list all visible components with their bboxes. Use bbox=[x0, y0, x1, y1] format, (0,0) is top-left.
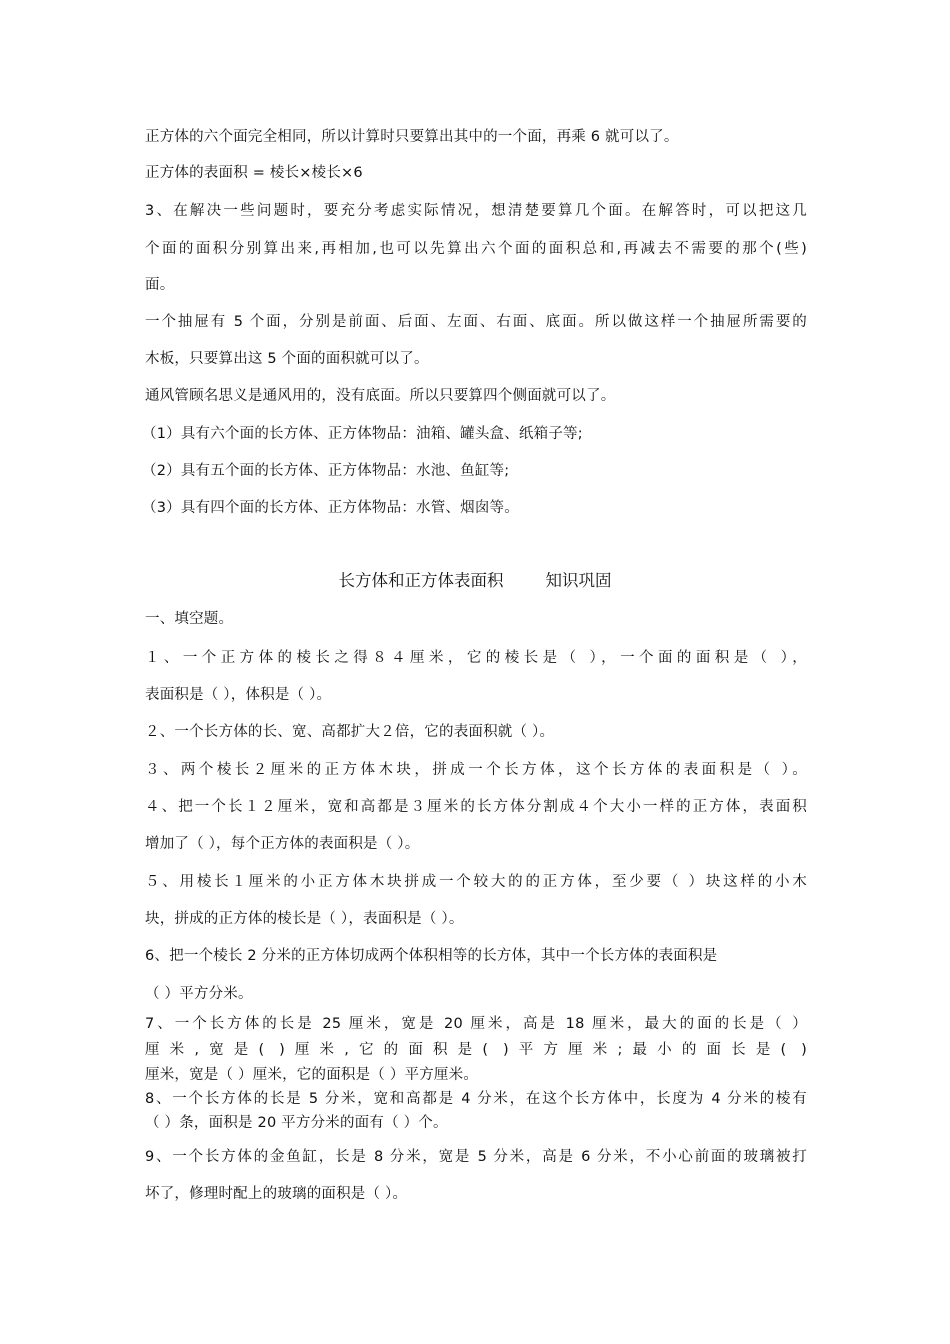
question-7-line-2: 厘米,宽是( )厘米,它的面积是( )平方厘米;最小的面长是( ) bbox=[145, 1042, 807, 1058]
question-6-line-2: （ ）平方分米。 bbox=[145, 986, 253, 1002]
drawer-note-line-2: 木板，只要算出这 5 个面的面积就可以了。 bbox=[145, 351, 429, 367]
section-heading-fill-blanks: 一、填空题。 bbox=[145, 611, 234, 627]
cube-surface-area-formula: 正方体的表面积 = 棱长×棱长×6 bbox=[145, 165, 363, 181]
list-item-six-faces: （1）具有六个面的长方体、正方体物品：油箱、罐头盒、纸箱子等; bbox=[142, 426, 583, 442]
list-item-four-faces: （3）具有四个面的长方体、正方体物品：水管、烟囱等。 bbox=[142, 500, 519, 516]
question-7-line-1: 7、一个长方体的长是 25 厘米，宽是 20 厘米，高是 18 厘米，最大的面的长是（ ） bbox=[145, 1016, 807, 1032]
question-9-line-1: 9、一个长方体的金鱼缸，长是 8 分米，宽是 5 分米，高是 6 分米，不小心前面的玻璃被打 bbox=[145, 1149, 807, 1165]
question-9-line-2: 坏了，修理时配上的玻璃的面积是（ ）。 bbox=[145, 1186, 408, 1202]
drawer-note-line-1: 一个抽屉有 5 个面，分别是前面、后面、左面、右面、底面。所以做这样一个抽屉所需要的 bbox=[145, 314, 807, 330]
question-6-line-1: 6、把一个棱长 2 分米的正方体切成两个体积相等的长方体，其中一个长方体的表面积是 bbox=[145, 948, 718, 964]
question-4-line-1: ４、把一个长１２厘米，宽和高都是３厘米的长方体分割成４个大小一样的正方体，表面积 bbox=[145, 799, 807, 815]
point-3-line-2: 个面的面积分别算出来,再相加,也可以先算出六个面的面积总和,再减去不需要的那个(些) bbox=[145, 241, 807, 257]
question-7-line-3: 厘米，宽是（ ）厘米，它的面积是（ ）平方厘米。 bbox=[145, 1067, 479, 1083]
question-8-line-2: （ ）条，面积是 20 平方分米的面有（ ）个。 bbox=[145, 1115, 448, 1131]
question-1-line-2: 表面积是（ ），体积是（ ）。 bbox=[145, 687, 332, 703]
question-1-line-1: １、一个正方体的棱长之得８４厘米，它的棱长是（ ），一个面的面积是（ ）， bbox=[145, 650, 807, 666]
point-3-line-1: 3、在解决一些问题时，要充分考虑实际情况，想清楚要算几个面。在解答时，可以把这几 bbox=[145, 203, 807, 219]
cube-faces-note: 正方体的六个面完全相同，所以计算时只要算出其中的一个面，再乘 6 就可以了。 bbox=[145, 129, 679, 145]
list-item-five-faces: （2）具有五个面的长方体、正方体物品：水池、鱼缸等; bbox=[142, 463, 510, 479]
exercise-title: 长方体和正方体表面积 知识巩固 bbox=[338, 571, 612, 590]
question-8-line-1: 8、一个长方体的长是 5 分米，宽和高都是 4 分米，在这个长方体中，长度为 4 分米的棱有 bbox=[145, 1091, 807, 1107]
question-5-line-1: ５、用棱长１厘米的小正方体木块拼成一个较大的的正方体，至少要（ ）块这样的小木 bbox=[145, 874, 807, 890]
vent-pipe-note: 通风管顾名思义是通风用的，没有底面。所以只要算四个侧面就可以了。 bbox=[145, 388, 616, 404]
question-3: ３、两个棱长２厘米的正方体木块，拼成一个长方体，这个长方体的表面积是（ ）。 bbox=[145, 762, 807, 778]
question-4-line-2: 增加了（ ），每个正方体的表面积是（ ）。 bbox=[145, 836, 420, 852]
question-5-line-2: 块，拼成的正方体的棱长是（ ），表面积是（ ）。 bbox=[145, 911, 464, 927]
point-3-line-3: 面。 bbox=[145, 277, 175, 293]
question-2: ２、一个长方体的长、宽、高都扩大２倍，它的表面积就（ ）。 bbox=[145, 724, 555, 740]
